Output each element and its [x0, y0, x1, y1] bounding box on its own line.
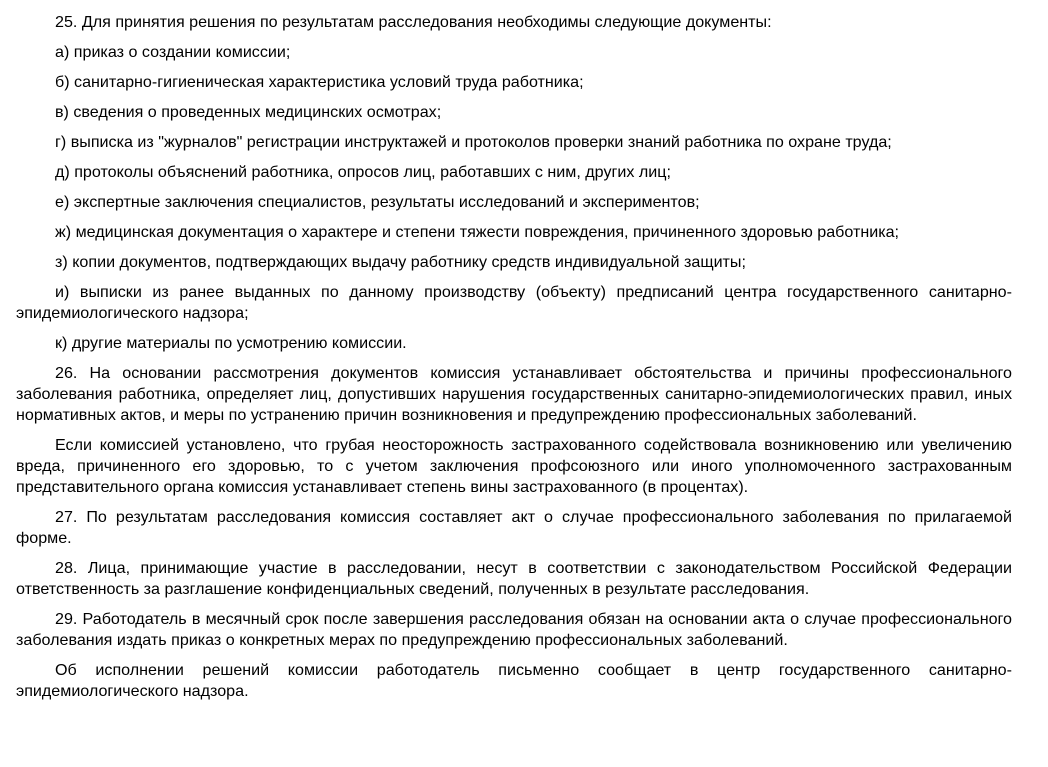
list-item-v: в) сведения о проведенных медицинских осмотрах; — [55, 103, 442, 121]
paragraph-26-guilt: Если комиссией установлено, что грубая неосторожность застрахованного содействовала возникновению или увеличению вреда, причиненного его здоровью, то с учетом заключения профсоюзного или иного уполномоченного застрахованным представительного органа комиссия устанавливает степень вины застрахованного (в процентах). — [16, 436, 1012, 496]
list-item-zh: ж) медицинская документация о характере и степени тяжести повреждения, причиненного здоровью работника; — [55, 223, 900, 241]
paragraph-26: 26. На основании рассмотрения документов комиссия устанавливает обстоятельства и причины профессионального заболевания работника, определяет лиц, допустивших нарушения государственных санитарно-эпидемиологических правил, иных нормативных актов, и меры по устранению причин возникновения и предупреждению профессиональных заболеваний. — [16, 364, 1012, 424]
list-item-e: е) экспертные заключения специалистов, результаты исследований и экспериментов; — [55, 193, 700, 211]
list-item-i: и) выписки из ранее выданных по данному производству (объекту) предписаний центра государственного санитарно-эпидемиологического надзора; — [16, 283, 1012, 322]
paragraph-27: 27. По результатам расследования комиссия составляет акт о случае профессионального заболевания по прилагаемой форме. — [16, 508, 1012, 547]
paragraph-25: 25. Для принятия решения по результатам расследования необходимы следующие документы: — [55, 13, 772, 31]
list-item-z: з) копии документов, подтверждающих выдачу работнику средств индивидуальной защиты; — [55, 253, 746, 271]
list-item-g: г) выписка из "журналов" регистрации инструктажей и протоколов проверки знаний работника по охране труда; — [55, 133, 892, 151]
list-item-d: д) протоколы объяснений работника, опросов лиц, работавших с ним, других лиц; — [55, 163, 671, 181]
paragraph-28: 28. Лица, принимающие участие в расследовании, несут в соответствии с законодательством Российской Федерации ответственность за разглашение конфиденциальных сведений, полученных в результате расследования. — [16, 559, 1012, 598]
list-item-k: к) другие материалы по усмотрению комиссии. — [55, 334, 407, 352]
list-item-b: б) санитарно-гигиеническая характеристика условий труда работника; — [55, 73, 584, 91]
paragraph-29: 29. Работодатель в месячный срок после завершения расследования обязан на основании акта о случае профессионального заболевания издать приказ о конкретных мерах по предупреждению профессиональных заболеваний. — [16, 610, 1012, 649]
document-body — [16, 12, 1012, 711]
list-item-a: а) приказ о создании комиссии; — [55, 43, 291, 61]
paragraph-29-report: Об исполнении решений комиссии работодатель письменно сообщает в центр государственного санитарно-эпидемиологического надзора. — [16, 661, 1012, 700]
